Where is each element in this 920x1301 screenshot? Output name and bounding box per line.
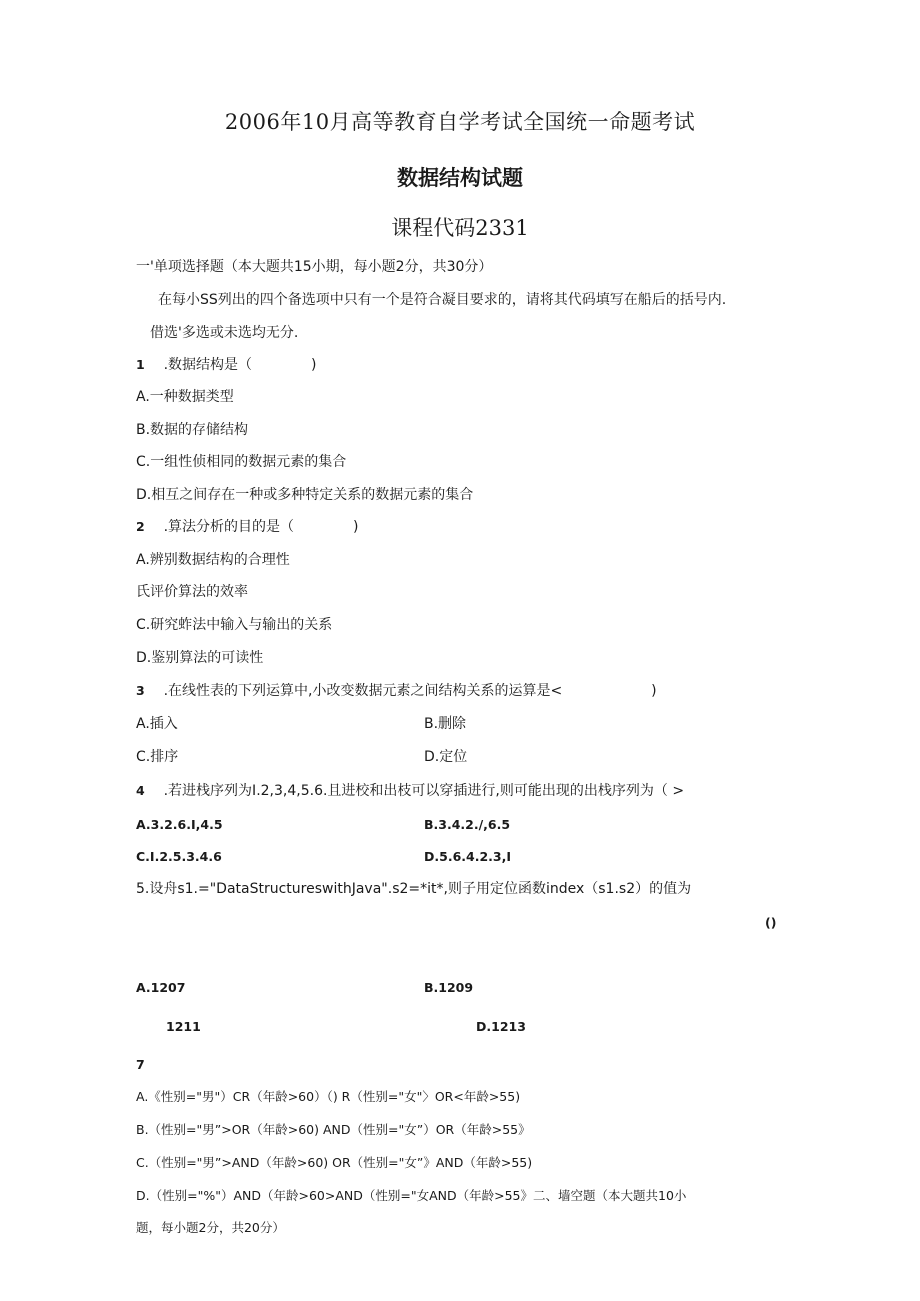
question-7-option-c: C.（性别="男”>AND（年龄>60) OR（性别="女”》AND（年龄>55) bbox=[136, 1155, 533, 1170]
question-2-option-c: C.研究蚱法中输入与输出的关系 bbox=[136, 617, 333, 633]
question-text: .数据结构是（ bbox=[163, 357, 253, 373]
question-3-option-a: A.插入 bbox=[136, 716, 178, 732]
question-7-number: 7 bbox=[136, 1057, 145, 1072]
question-text: .算法分析的目的是（ bbox=[163, 519, 295, 535]
question-5-option-c: 1211 bbox=[166, 1019, 201, 1034]
question-1-option-d: D.相互之间存在一种或多种特定关系的数据元素的集合 bbox=[136, 487, 474, 503]
question-4-option-d: D.5.6.4.2.3,I bbox=[424, 849, 512, 864]
question-2-stem bbox=[136, 517, 358, 537]
question-4-option-a: A.3.2.6.I,4.5 bbox=[136, 817, 223, 832]
question-5-option-b: B.1209 bbox=[424, 980, 474, 995]
question-3-option-b: B.删除 bbox=[424, 716, 467, 732]
question-1-stem bbox=[136, 355, 316, 375]
question-5-option-a: A.1207 bbox=[136, 980, 186, 995]
question-1-option-a: A.一种数据类型 bbox=[136, 389, 234, 405]
question-4-option-c: C.I.2.5.3.4.6 bbox=[136, 849, 222, 864]
question-number: 1 bbox=[136, 357, 145, 372]
question-3-option-c: C.排序 bbox=[136, 749, 179, 765]
question-paren-close: ) bbox=[651, 683, 657, 699]
section-heading: 一'单项选择题（本大题共15小期，每小题2分，共30分） bbox=[136, 259, 493, 275]
subject-title: 数据结构试题 bbox=[397, 166, 523, 190]
question-4-stem bbox=[136, 781, 684, 801]
instruction-line-1: 在每小SS列出的四个备选项中只有一个是符合凝目要求的，请将其代码填写在船后的括号内. bbox=[158, 292, 727, 308]
question-number: 3 bbox=[136, 683, 145, 698]
question-text: .在线性表的下列运算中,小改变数据元素之间结构关系的运算是< bbox=[163, 683, 563, 699]
question-2-option-b: 氏评价算法的效率 bbox=[136, 584, 248, 600]
exam-title: 2006年10月高等教育自学考试全国统一命题考试 bbox=[224, 110, 696, 134]
instruction-line-2: 借选'多选或未选均无分. bbox=[150, 325, 299, 341]
question-text: .若进栈序列为I.2,3,4,5.6.且进校和出枝可以穿插进行,则可能出现的出栈序列为（ > bbox=[163, 783, 685, 799]
question-5-paren: () bbox=[765, 915, 777, 930]
question-7-option-d-line-1: D.（性别="%"）AND（年龄>60>AND（性别="女AND（年龄>55》二、墙空题（本大题共10小 bbox=[136, 1188, 687, 1203]
question-2-option-a: A.辨别数据结构的合理性 bbox=[136, 552, 290, 568]
question-7-option-a: A.《性别="男"）CR（年龄>60）（) R（性别="女"〉OR<年龄>55) bbox=[136, 1089, 521, 1104]
question-1-option-c: C.一组性侦相同的数据元素的集合 bbox=[136, 454, 347, 470]
question-paren-close: ) bbox=[310, 357, 317, 373]
question-7-option-d-line-2: 题，每小题2分，共20分） bbox=[136, 1220, 285, 1235]
question-1-option-b: B.数据的存储结构 bbox=[136, 422, 249, 438]
question-3-stem bbox=[136, 681, 657, 701]
question-7-option-b: B.（性别="男”>OR（年龄>60) AND（性别="女”）OR（年龄>55》 bbox=[136, 1122, 531, 1137]
question-number: 4 bbox=[136, 783, 145, 798]
question-3-option-d: D.定位 bbox=[424, 749, 468, 765]
question-5-stem: 5.设舟s1.="DataStructureswithJava".s2=*it*,则子用定位函数index（s1.s2）的值为 bbox=[136, 881, 692, 897]
course-code: 课程代码2331 bbox=[391, 216, 529, 240]
question-2-option-d: D.鉴别算法的可读性 bbox=[136, 650, 264, 666]
question-number: 2 bbox=[136, 519, 145, 534]
question-paren-close: ) bbox=[352, 519, 359, 535]
question-4-option-b: B.3.4.2./,6.5 bbox=[424, 817, 511, 832]
question-5-option-d: D.1213 bbox=[476, 1019, 526, 1034]
